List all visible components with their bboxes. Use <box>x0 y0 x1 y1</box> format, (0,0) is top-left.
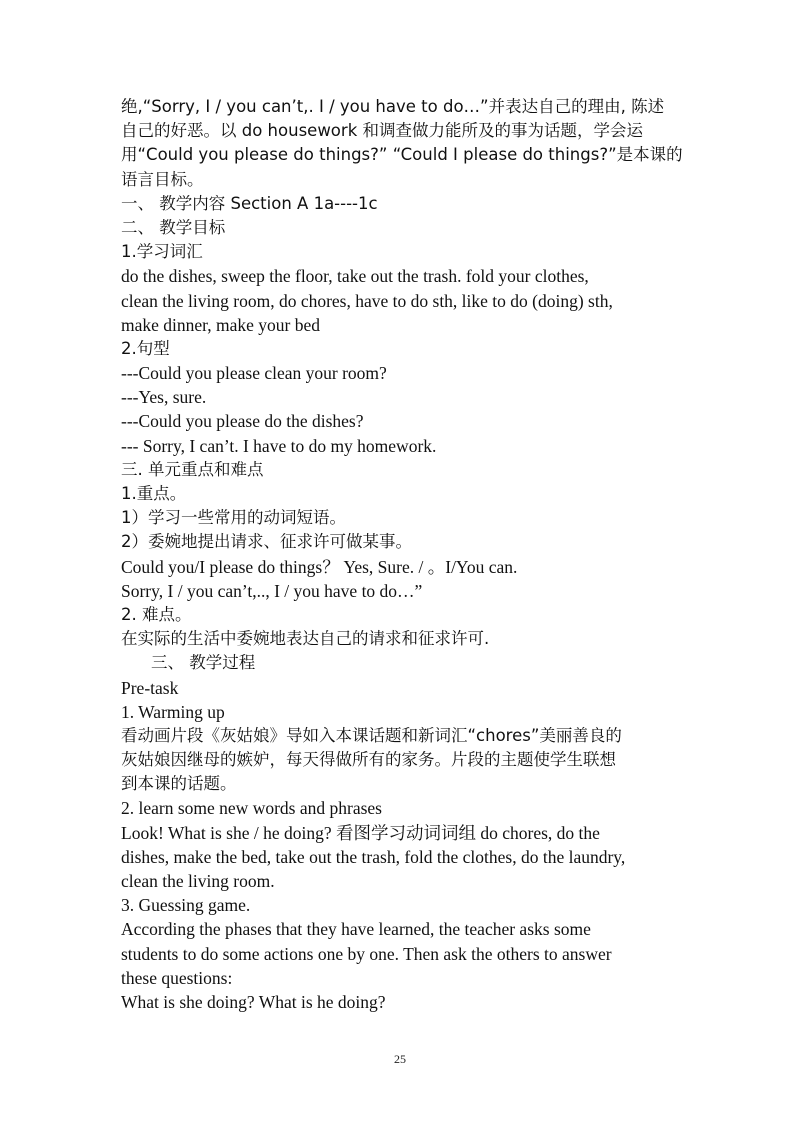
list-item: 2）委婉地提出请求、征求许可做某事。 <box>121 532 412 552</box>
text-line: Look! What is she / he doing? 看图学习动词词组 do chores, do the <box>121 822 600 843</box>
section-heading: 三、 教学过程 <box>151 653 256 673</box>
section-heading: 二、 教学目标 <box>121 217 226 237</box>
dialogue-line: ---Could you please clean your room? <box>121 363 387 384</box>
page-number: 25 <box>394 1052 406 1066</box>
text-line: Could you/I please do things？ Yes, Sure. / 。I/You can. <box>121 556 518 577</box>
text-line: 2. learn some new words and phrases <box>121 798 382 819</box>
subsection-heading: 1.重点。 <box>121 484 187 503</box>
subsection-heading: 2. 难点。 <box>121 604 192 624</box>
text-line: 用“Could you please do things?” “Could I please do things?”是本课的 <box>121 145 683 165</box>
dialogue-line: --- Sorry, I can’t. I have to do my homework. <box>121 435 437 456</box>
text-line: According the phases that they have learned, the teacher asks some <box>121 919 591 940</box>
text-line: 灰姑娘因继母的嫉妒，每天得做所有的家务。片段的主题使学生联想 <box>121 750 616 770</box>
section-heading: 三. 单元重点和难点 <box>121 459 264 479</box>
text-line: 在实际的生活中委婉地表达自己的请求和征求许可. <box>121 629 490 649</box>
text-line: 绝,“Sorry, I / you can’t,. I / you have to do…”并表达自己的理由, 陈述 <box>121 97 665 116</box>
text-line: make dinner, make your bed <box>121 314 321 335</box>
dialogue-line: ---Could you please do the dishes? <box>121 411 364 432</box>
text-line: 语言目标。 <box>121 169 204 189</box>
text-line: 自己的好恶。以 do housework 和调查做力能所及的事为话题，学会运 <box>121 121 643 141</box>
text-line: clean the living room, do chores, have to do sth, like to do (doing) sth, <box>121 290 613 311</box>
text-line: do the dishes, sweep the floor, take out the trash. fold your clothes, <box>121 266 589 287</box>
text-line: 1. Warming up <box>121 701 225 722</box>
text-line: 到本课的话题。 <box>121 774 237 794</box>
text-line: What is she doing? What is he doing? <box>121 991 386 1012</box>
dialogue-line: ---Yes, sure. <box>121 387 207 408</box>
text-line: Pre-task <box>121 677 179 698</box>
section-heading: 一、 教学内容 Section A 1a----1c <box>121 193 378 213</box>
subsection-heading: 2.句型 <box>121 338 170 358</box>
list-item: 1）学习一些常用的动词短语。 <box>121 508 346 528</box>
text-line: these questions: <box>121 967 233 988</box>
document-body <box>121 95 693 1014</box>
text-line: 3. Guessing game. <box>121 895 251 916</box>
subsection-heading: 1.学习词汇 <box>121 242 203 262</box>
text-line: clean the living room. <box>121 871 275 891</box>
text-line: Sorry, I / you can’t,.., I / you have to do…” <box>121 580 423 601</box>
text-line: students to do some actions one by one. Then ask the others to answer <box>121 943 612 964</box>
text-line: 看动画片段《灰姑娘》导如入本课话题和新词汇“chores”美丽善良的 <box>121 725 622 745</box>
text-line: dishes, make the bed, take out the trash, fold the clothes, do the laundry, <box>121 846 626 867</box>
